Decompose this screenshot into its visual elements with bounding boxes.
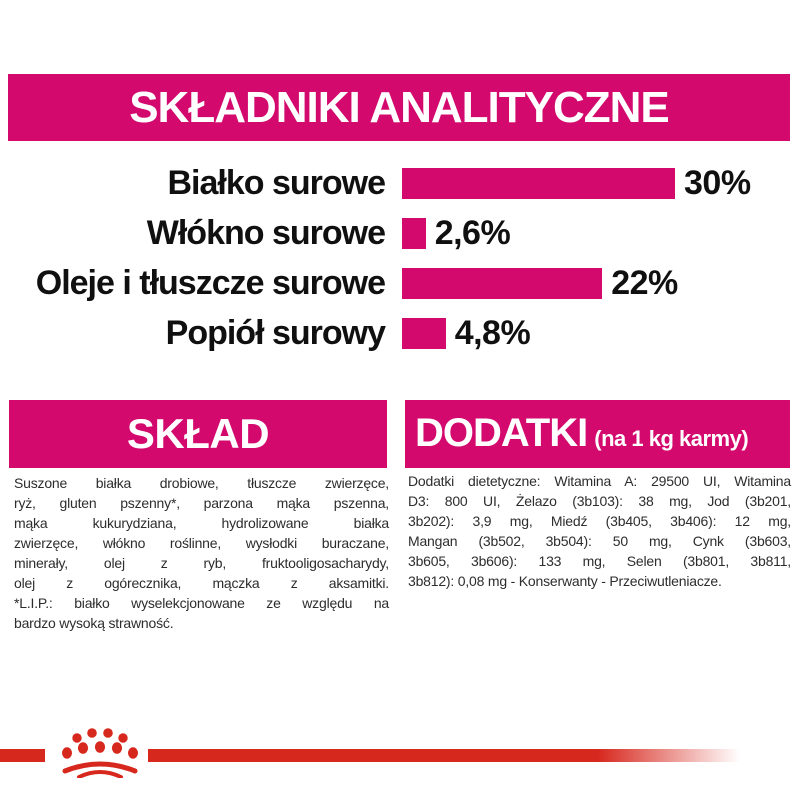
nutrient-value: 4,8% [454, 313, 531, 352]
nutrient-label: Popiół surowy [165, 313, 385, 352]
nutrient-row [0, 208, 800, 258]
nutrient-bar [402, 268, 602, 299]
analytical-components-banner [8, 74, 790, 141]
additives-subtitle: (na 1 kg karmy) [594, 426, 749, 451]
additives-text [408, 471, 791, 591]
text-line: D3: 800 UI, Żelazo (3b103): 38 mg, Jod (3b201, [408, 493, 791, 509]
text-line: olej z ogórecznika, mączka z aksamitki. [14, 575, 389, 591]
text-line: 3b605, 3b606): 133 mg, Selen (3b801, 3b811, [408, 553, 791, 569]
nutrient-bar [402, 168, 675, 199]
nutrient-bar [402, 318, 446, 349]
additives-header [405, 400, 790, 468]
crown-paw-logo-icon [52, 724, 148, 778]
text-line: zwierzęce, włókno roślinne, wysłodki buraczane, [14, 535, 389, 551]
composition-title: SKŁAD [126, 410, 270, 457]
composition-header [9, 400, 387, 468]
nutrient-value: 30% [684, 163, 751, 202]
nutrient-bar [402, 218, 426, 249]
footer-stripe-right [148, 749, 740, 762]
nutrient-row [0, 308, 800, 358]
text-line: 3b202): 3,9 mg, Miedź (3b405, 3b406): 12 mg, [408, 513, 791, 529]
composition-text [14, 473, 389, 633]
text-line: mąka kukurydziana, hydrolizowane białka [14, 515, 389, 531]
text-line: bardzo wysoką strawność. [14, 615, 174, 631]
text-line: ryż, gluten pszenny*, parzona mąka pszenna, [14, 495, 389, 511]
nutrient-row [0, 158, 800, 208]
footer-stripe-left [0, 749, 45, 762]
text-line: 3b812): 0,08 mg - Konserwanty - Przeciwutleniacze. [408, 573, 722, 589]
text-line: *L.I.P.: białko wyselekcjonowane ze względu na [14, 595, 389, 611]
text-line: Dodatki dietetyczne: Witamina A: 29500 UI, Witamina [408, 473, 791, 489]
text-line: minerały, olej z ryb, fruktooligosacharydy, [14, 555, 389, 571]
text-line: Suszone białka drobiowe, tłuszcze zwierzęce, [14, 475, 389, 491]
nutrient-label: Oleje i tłuszcze surowe [35, 263, 385, 302]
additives-title: DODATKI [415, 411, 588, 455]
nutrient-row [0, 258, 800, 308]
nutrient-label: Włókno surowe [146, 213, 385, 252]
nutrient-label: Białko surowe [167, 163, 385, 202]
nutrient-value: 22% [611, 263, 678, 302]
text-line: Mangan (3b502, 3b504): 50 mg, Cynk (3b603, [408, 533, 791, 549]
nutrient-bar-chart [0, 158, 800, 358]
banner-title: SKŁADNIKI ANALITYCZNE [129, 82, 669, 132]
nutrient-value: 2,6% [434, 213, 511, 252]
